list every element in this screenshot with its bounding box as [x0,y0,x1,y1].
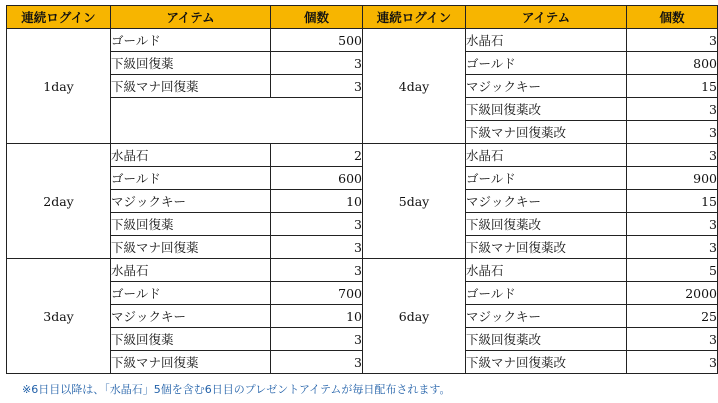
login-bonus-table [6,5,718,374]
item-quantity: 500 [271,29,363,52]
login-day-label: 5day [363,144,466,259]
table-row [7,282,718,305]
item-name: 下級マナ回復薬改 [466,121,627,144]
table-row [7,144,718,167]
table-row [7,213,718,236]
header-login-days-right: 連続ログイン [363,6,466,29]
item-name: 下級マナ回復薬 [111,236,271,259]
item-quantity: 3 [271,236,363,259]
item-quantity: 700 [271,282,363,305]
empty-item-cell [111,98,363,144]
item-quantity: 3 [627,98,718,121]
header-quantity-right: 個数 [627,6,718,29]
table-row [7,167,718,190]
item-name: ゴールド [466,52,627,75]
item-quantity: 2000 [627,282,718,305]
header-login-days-left: 連続ログイン [7,6,111,29]
item-name: ゴールド [111,29,271,52]
table-row [7,98,718,121]
item-name: マジックキー [111,305,271,328]
table-row [7,29,718,52]
item-quantity: 3 [627,351,718,374]
item-quantity: 3 [271,213,363,236]
table-row [7,351,718,374]
table-row [7,328,718,351]
login-day-label: 4day [363,29,466,144]
item-name: ゴールド [111,167,271,190]
table-row [7,236,718,259]
item-name: 下級回復薬改 [466,213,627,236]
item-quantity: 600 [271,167,363,190]
header-quantity-left: 個数 [271,6,363,29]
login-day-label: 2day [7,144,111,259]
item-quantity: 3 [627,213,718,236]
login-day-label: 1day [7,29,111,144]
item-name: ゴールド [111,282,271,305]
item-name: マジックキー [466,190,627,213]
item-quantity: 5 [627,259,718,282]
item-quantity: 25 [627,305,718,328]
header-row [7,6,718,29]
header-item-right: アイテム [466,6,627,29]
item-quantity: 15 [627,190,718,213]
item-quantity: 3 [627,144,718,167]
table-row [7,190,718,213]
table-row [7,305,718,328]
item-name: マジックキー [111,190,271,213]
item-quantity: 10 [271,190,363,213]
item-name: 水晶石 [111,144,271,167]
item-name: 下級マナ回復薬改 [466,236,627,259]
item-quantity: 15 [627,75,718,98]
item-quantity: 3 [627,29,718,52]
item-name: 水晶石 [466,29,627,52]
item-name: 下級マナ回復薬改 [466,351,627,374]
item-quantity: 3 [627,236,718,259]
item-quantity: 2 [271,144,363,167]
item-name: マジックキー [466,305,627,328]
item-name: 下級回復薬 [111,213,271,236]
item-quantity: 3 [271,328,363,351]
item-quantity: 3 [627,121,718,144]
item-name: 下級回復薬改 [466,98,627,121]
item-name: ゴールド [466,282,627,305]
login-day-label: 3day [7,259,111,374]
item-quantity: 900 [627,167,718,190]
item-name: マジックキー [466,75,627,98]
footnote: ※6日目以降は、「水晶石」5個を含む6日目のプレゼントアイテムが毎日配布されます。 [22,383,451,396]
item-name: 下級回復薬改 [466,328,627,351]
table-row [7,52,718,75]
table-row [7,75,718,98]
table-row [7,259,718,282]
item-quantity: 3 [271,259,363,282]
item-name: 水晶石 [466,259,627,282]
item-name: 下級マナ回復薬 [111,75,271,98]
login-day-label: 6day [363,259,466,374]
item-quantity: 800 [627,52,718,75]
item-name: ゴールド [466,167,627,190]
item-name: 水晶石 [466,144,627,167]
item-quantity: 3 [271,52,363,75]
item-quantity: 3 [271,75,363,98]
item-name: 下級回復薬 [111,328,271,351]
header-item-left: アイテム [111,6,271,29]
item-quantity: 3 [271,351,363,374]
item-name: 下級回復薬 [111,52,271,75]
item-name: 水晶石 [111,259,271,282]
item-name: 下級マナ回復薬 [111,351,271,374]
item-quantity: 10 [271,305,363,328]
item-quantity: 3 [627,328,718,351]
